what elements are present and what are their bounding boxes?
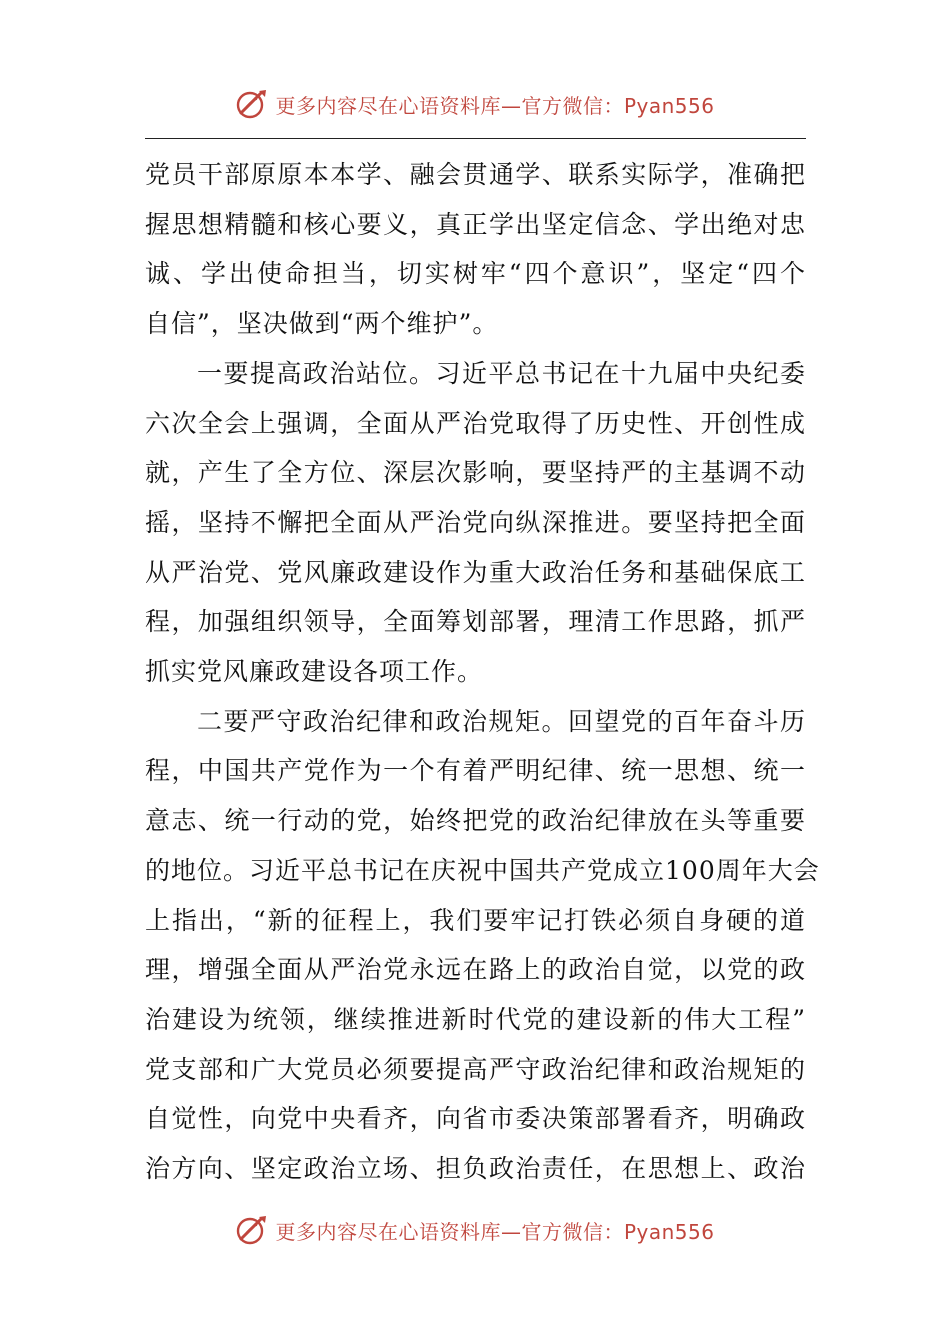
paragraph-heading-line: 一要提高政治站位。习近平总书记在十九届中央纪委 <box>197 358 806 388</box>
body-line: 程，中国共产党作为一个有着严明纪律、统一思想、统一 <box>145 756 806 786</box>
footer-banner-text: 更多内容尽在心语资料库—官方微信：Pyan556 <box>275 1219 715 1244</box>
body-line: 自信”，坚决做到“两个维护”。 <box>145 309 499 339</box>
body-line: 抓实党风廉政建设各项工作。 <box>145 657 484 687</box>
body-line: 自觉性，向党中央看齐，向省市委决策部署看齐，明确政 <box>145 1104 806 1134</box>
body-line: 摇，坚持不懈把全面从严治党向纵深推进。要坚持把全面 <box>145 507 806 537</box>
body-line: 诚、学出使命担当，切实树牢“四个意识”，坚定“四个 <box>145 259 806 289</box>
body-line: 六次全会上强调，全面从严治党取得了历史性、开创性成 <box>145 408 806 438</box>
document-body <box>145 150 820 1194</box>
body-line: 治方向、坚定政治立场、担负政治责任，在思想上、政治 <box>145 1154 806 1184</box>
body-line: 程，加强组织领导，全面筹划部署，理清工作思路，抓严 <box>145 607 806 637</box>
footer-banner-inner <box>235 1213 714 1247</box>
pen-seal-icon <box>235 87 269 121</box>
header-divider <box>145 138 806 139</box>
body-line: 意志、统一行动的党，始终把党的政治纪律放在头等重要 <box>145 806 806 836</box>
header-banner <box>0 84 950 124</box>
paragraph-heading-line: 二要严守政治纪律和政治规矩。回望党的百年奋斗历 <box>197 706 806 736</box>
body-line: 治建设为统领，继续推进新时代党的建设新的伟大工程” <box>145 1004 806 1034</box>
body-line: 握思想精髓和核心要义，真正学出坚定信念、学出绝对忠 <box>145 209 806 239</box>
header-banner-text: 更多内容尽在心语资料库—官方微信：Pyan556 <box>275 93 715 118</box>
header-banner-inner <box>235 87 714 121</box>
body-line: 党支部和广大党员必须要提高严守政治纪律和政治规矩的 <box>145 1054 806 1084</box>
footer-banner <box>0 1210 950 1250</box>
body-line: 理，增强全面从严治党永远在路上的政治自觉，以党的政 <box>145 955 806 985</box>
body-line: 就，产生了全方位、深层次影响，要坚持严的主基调不动 <box>145 458 806 488</box>
body-line: 的地位。习近平总书记在庆祝中国共产党成立100周年大会 <box>145 855 820 885</box>
body-line: 从严治党、党风廉政建设作为重大政治任务和基础保底工 <box>145 557 806 587</box>
body-line: 上指出，“新的征程上，我们要牢记打铁必须自身硬的道 <box>145 905 806 935</box>
body-line: 党员干部原原本本学、融会贯通学、联系实际学，准确把 <box>145 160 806 189</box>
pen-seal-icon <box>235 1213 269 1247</box>
